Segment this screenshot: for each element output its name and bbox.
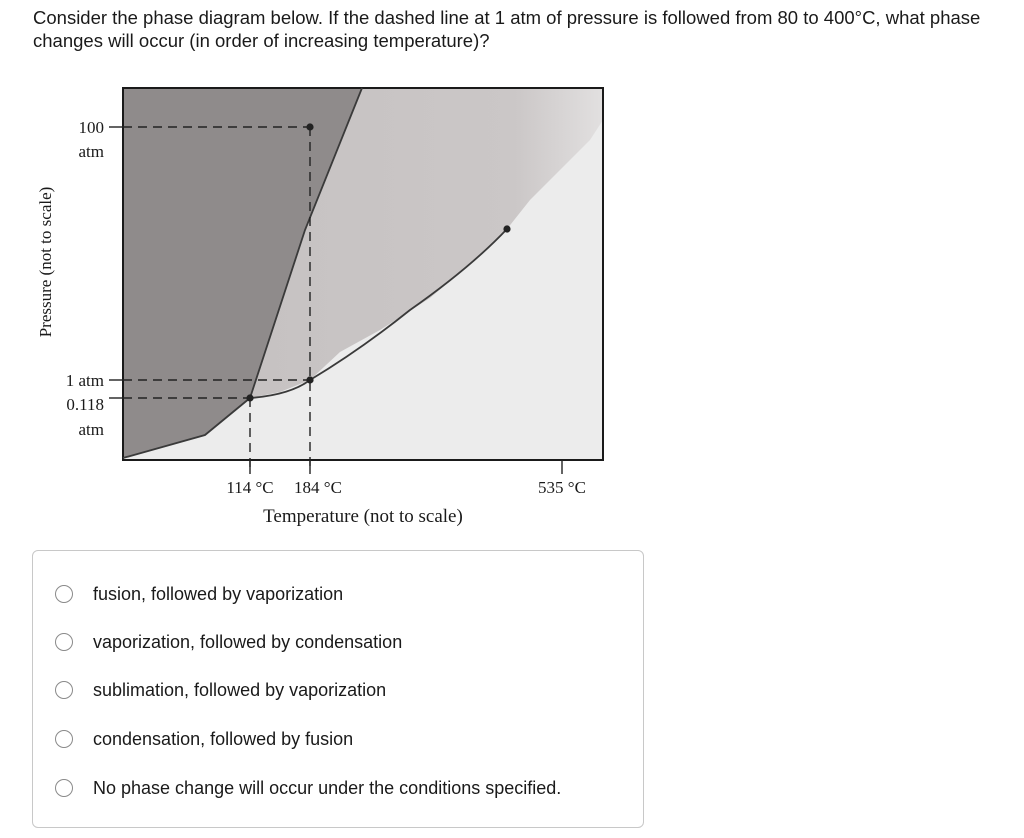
option-1[interactable] [55, 579, 343, 609]
option-label: fusion, followed by vaporization [93, 583, 344, 604]
normal-boiling-point [306, 376, 313, 383]
option-5[interactable] [55, 773, 561, 803]
option-label: sublimation, followed by vaporization [93, 679, 387, 700]
option-label: No phase change will occur under the conditions specified. [93, 777, 562, 798]
radio-button[interactable] [55, 585, 73, 603]
radio-button[interactable] [55, 730, 73, 748]
y-tick-100-unit: atm [78, 142, 104, 161]
option-label: vaporization, followed by condensation [93, 631, 403, 652]
x-tick-535: 535 °C [538, 478, 586, 497]
y-tick-1atm: 1 atm [65, 371, 104, 390]
upper-point [306, 123, 313, 130]
y-tick-0118-unit: atm [78, 420, 104, 439]
option-label: condensation, followed by fusion [93, 728, 354, 749]
critical-point [503, 225, 510, 232]
radio-button[interactable] [55, 681, 73, 699]
x-tick-114: 114 °C [226, 478, 274, 497]
y-tick-100: 100 [78, 118, 104, 137]
radio-button[interactable] [55, 633, 73, 651]
option-3[interactable] [55, 675, 386, 705]
x-axis-label: Temperature (not to scale) [263, 506, 463, 527]
y-axis-label: Pressure (not to scale) [36, 186, 55, 338]
y-tick-0118: 0.118 [66, 395, 104, 414]
question-text: Consider the phase diagram below. If the dashed line at 1 atm of pressure is followed from 80 to 400°C, what phase changes will occur (in order of increasing temperature)? [33, 7, 981, 51]
x-tick-184: 184 °C [294, 478, 342, 497]
radio-button[interactable] [55, 779, 73, 797]
answer-options [32, 550, 644, 828]
triple-point [246, 394, 253, 401]
option-4[interactable] [55, 724, 353, 754]
option-2[interactable] [55, 627, 402, 657]
